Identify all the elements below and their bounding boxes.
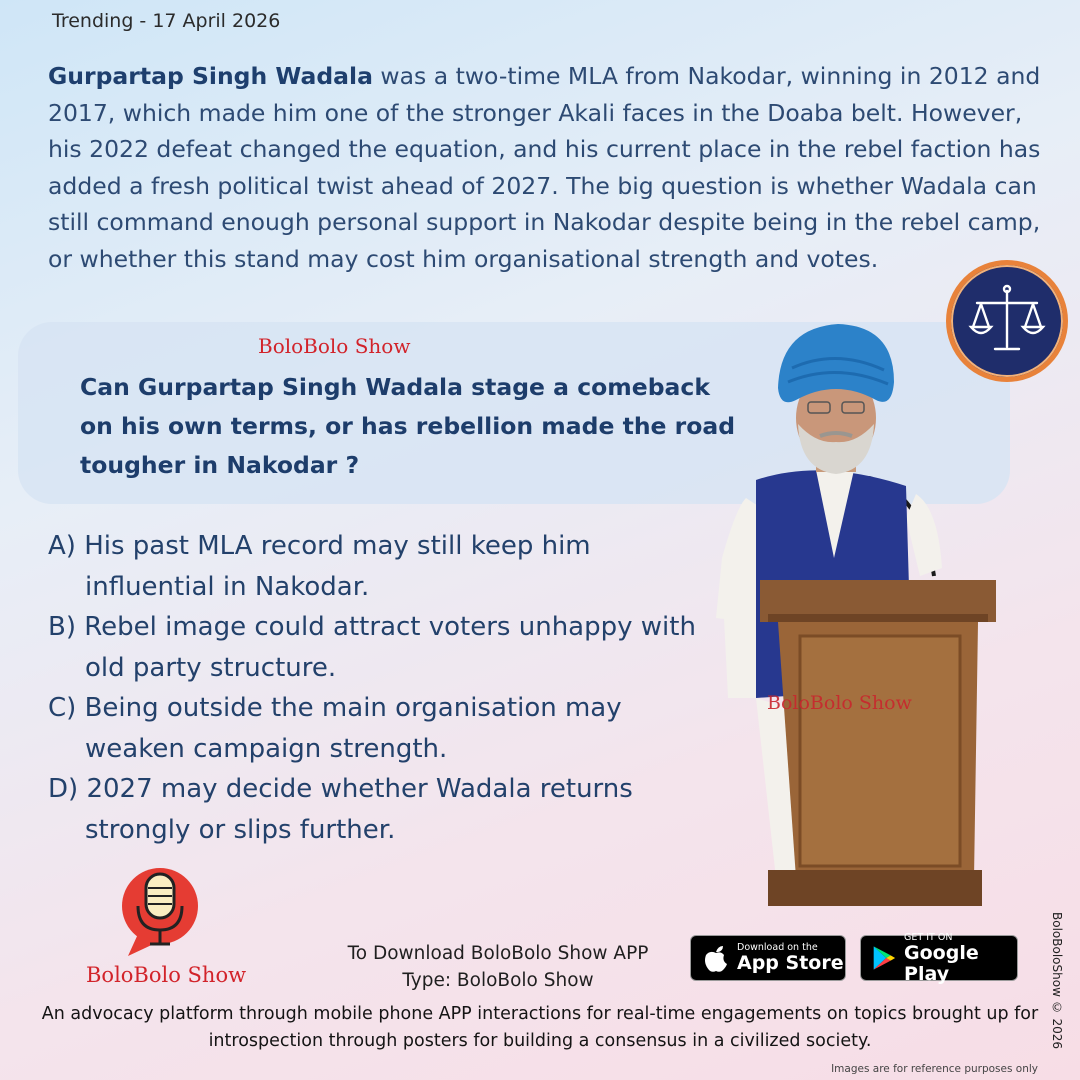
question-text: Can Gurpartap Singh Wadala stage a comeback on his own terms, or has rebellion made the road tougher in Nakodar ? xyxy=(80,373,736,479)
apple-icon xyxy=(703,943,729,973)
trending-date: Trending - 17 April 2026 xyxy=(52,10,281,32)
footer-logo-text: BoloBolo Show xyxy=(86,963,247,987)
microphone-logo-icon xyxy=(118,864,202,964)
app-store-label: App Store xyxy=(737,952,844,974)
image-watermark: BoloBolo Show xyxy=(767,692,912,714)
google-play-icon xyxy=(871,943,896,973)
option-a: A) His past MLA record may still keep him influential in Nakodar. xyxy=(48,531,591,602)
intro-name: Gurpartap Singh Wadala xyxy=(48,62,373,90)
option-b: B) Rebel image could attract voters unhappy with old party structure. xyxy=(48,612,696,683)
option-d: D) 2027 may decide whether Wadala returns strongly or slips further. xyxy=(48,774,633,845)
intro-text: was a two-time MLA from Nakodar, winning in 2012 and 2017, which made him one of the stronger Akali faces in the Doaba belt. However, his 2022 defeat changed the equation, and his current place in the rebel faction has added a fresh political twist ahead of 2027. The big question is whether Wadala can still command enough personal support in Nakodar despite being in the rebel camp, or whether this stand may cost him organisational strength and votes. xyxy=(48,62,1041,273)
google-play-button[interactable] xyxy=(860,931,1018,985)
app-store-button[interactable] xyxy=(690,935,846,981)
question-brand: BoloBolo Show xyxy=(258,334,411,358)
app-store-small-label: Download on the xyxy=(737,942,818,953)
google-play-small-label: GET IT ON xyxy=(904,931,953,943)
copyright-vertical: BoloBoloShow © 2026 xyxy=(1050,912,1064,1050)
google-play-label: Google Play xyxy=(904,941,979,985)
footer-tagline: An advocacy platform through mobile phone APP interactions for real-time engagements on topics brought up for introspection through posters for building a consensus in a civilized society. xyxy=(41,1004,1039,1051)
options-list xyxy=(48,526,728,850)
download-instructions xyxy=(320,940,676,994)
speaker-at-podium-image xyxy=(716,318,1006,910)
image-disclaimer: Images are for reference purposes only xyxy=(831,1063,1038,1075)
intro-paragraph xyxy=(48,58,1048,277)
option-c: C) Being outside the main organisation may weaken campaign strength. xyxy=(48,693,622,764)
download-line-2: Type: BoloBolo Show xyxy=(402,970,594,991)
download-line-1: To Download BoloBolo Show APP xyxy=(347,943,649,964)
